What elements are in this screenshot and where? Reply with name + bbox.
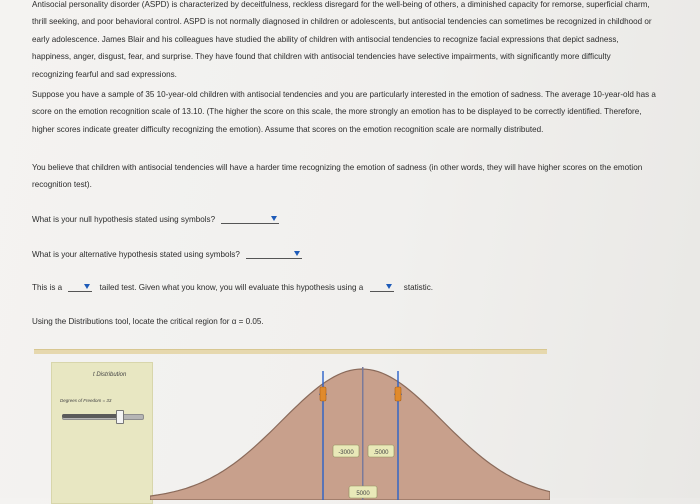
t-distribution-curve [150, 369, 550, 500]
distribution-tool-panel [51, 362, 153, 504]
t-distribution-plot [150, 355, 550, 500]
right-marker-handle[interactable] [395, 387, 401, 401]
scenario-text: Suppose you have a sample of 35 10-year-old children with antisocial tendencies and you are particularly interested in the emotion of sadness. The average 10-year-old has a score on the emotion recognition scale of 13.10. (The higher the score on this scale, the more strongly an emotion has to be displayed to be correctly identified. Therefore, higher scores indicate greater difficulty recognizing the emotion). Assume that scores on the emotion recognition scale are normally distributed. [32, 90, 656, 134]
mean-center-line [362, 367, 364, 500]
right-area-label: .5000 [373, 450, 389, 456]
null-hypothesis-question [32, 213, 279, 224]
statistic-type-dropdown[interactable] [370, 281, 394, 292]
test-type-question [32, 281, 433, 292]
intro-text: Antisocial personality disorder (ASPD) is characterized by deceitfulness, reckless disregard for the well-being of others, a diminished capacity for remorse, superficial charm, thrill seeking, and poor behavioral control. ASPD is not normally diagnosed in children or adolescents, but antisocial tendencies can sometimes be recognized in childhood or early adolescence. James Blair and his colleagues have studied the ability of children with antisocial tendencies to recognize facial expressions that depict sadness, happiness, anger, disgust, fear, and surprise. They have found that children with antisocial tendencies have selective impairments, with significantly more difficulty recognizing fearful and sad expressions. [32, 0, 652, 79]
dropdown-arrow-icon [386, 284, 392, 289]
left-marker-handle[interactable] [320, 387, 326, 401]
intro-paragraph [32, 0, 652, 83]
alt-hypothesis-dropdown[interactable] [246, 248, 302, 259]
bottom-area-label: 5000 [356, 491, 370, 497]
critical-region-prompt: Using the Distributions tool, locate the critical region for α = 0.05. [32, 317, 264, 326]
dropdown-arrow-icon [271, 216, 277, 221]
alt-hypothesis-question [32, 248, 302, 259]
test-type-suffix: statistic. [403, 283, 434, 292]
alt-hypothesis-label: What is your alternative hypothesis stated using symbols? [32, 250, 240, 259]
test-type-middle: tailed test. Given what you know, you will evaluate this hypothesis using a [99, 283, 364, 292]
test-type-prefix: This is a [32, 283, 63, 292]
tail-type-dropdown[interactable] [68, 281, 92, 292]
section-divider [34, 349, 547, 354]
df-slider-thumb[interactable] [116, 410, 124, 424]
df-slider-fill [62, 414, 118, 418]
degrees-of-freedom-label: Degrees of Freedom = 33 [60, 398, 112, 403]
dropdown-arrow-icon [294, 251, 300, 256]
left-area-label: -3000 [338, 450, 354, 456]
distribution-tool-title: t Distribution [93, 372, 127, 378]
dropdown-arrow-icon [84, 284, 90, 289]
null-hypothesis-dropdown[interactable] [221, 213, 279, 224]
belief-text: You believe that children with antisocial tendencies will have a harder time recognizing the emotion of sadness (in other words, they will have higher scores on the emotion recognition test). [32, 163, 643, 190]
scenario-paragraph [32, 86, 657, 138]
belief-paragraph [32, 159, 657, 194]
null-hypothesis-label: What is your null hypothesis stated using symbols? [32, 215, 216, 224]
